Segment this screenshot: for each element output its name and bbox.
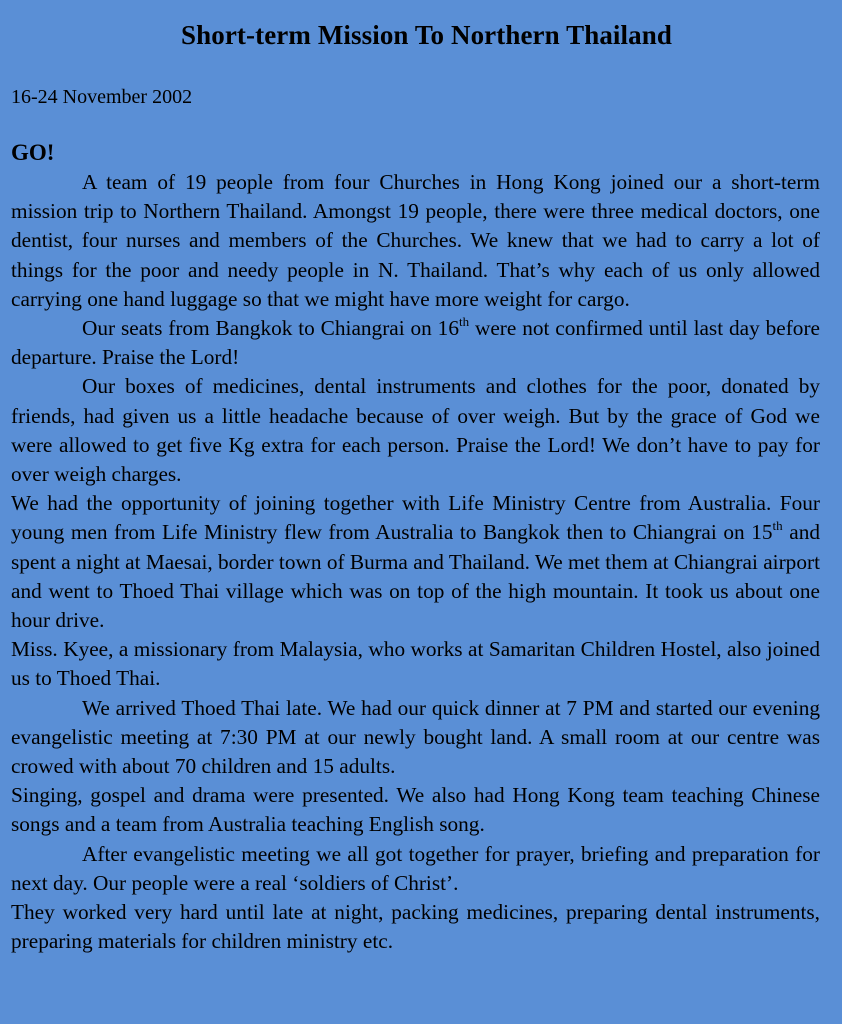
paragraph-late-work: They worked very hard until late at night, packing medicines, preparing dental instruments, preparing materials for children ministry etc. [11, 900, 820, 954]
paragraph-prayer: After evangelistic meeting we all got together for prayer, briefing and preparation for next day. Our people were a real ‘soldiers of Christ’. [11, 841, 820, 895]
paragraph-miss-kyee: Miss. Kyee, a missionary from Malaysia, who works at Samaritan Children Hostel, also joined us to Thoed Thai. [11, 637, 820, 691]
paragraph-seats [11, 314, 820, 372]
paragraph-team: A team of 19 people from four Churches in Hong Kong joined our a short-term mission trip to Northern Thailand. Amongst 19 people, there were three medical doctors, one dentist, four nurses and members of the Churches. We knew that we had to carry a lot of things for the poor and needy people in N. Thailand. That’s why each of us only allowed carrying one hand luggage so that we might have more weight for cargo. [11, 170, 820, 311]
paragraph-life-ministry [11, 489, 820, 635]
ordinal-suffix: th [458, 314, 470, 330]
paragraph-seats-text-end: were not confirmed until last day before departure. Praise the Lord! [11, 316, 820, 370]
document-date: 16-24 November 2002 [11, 86, 193, 108]
paragraph-life-ministry-text-end: and spent a night at Maesai, border town of Burma and Thailand. We met them at Chiangrai airport and went to Thoed Thai village which was on top of the high mountain. It took us about one hour drive. [11, 520, 820, 633]
paragraph-boxes: Our boxes of medicines, dental instruments and clothes for the poor, donated by friends, had given us a little headache because of over weigh. But by the grace of God we were allowed to get five Kg extra for each person. Praise the Lord! We don’t have to pay for over weigh charges. [11, 374, 820, 487]
paragraph-singing: Singing, gospel and drama were presented. We also had Hong Kong team teaching Chinese songs and a team from Australia teaching English song. [11, 783, 820, 837]
document-body [11, 168, 820, 956]
page-title: Short-term Mission To Northern Thailand [181, 20, 672, 50]
paragraph-arrival: We arrived Thoed Thai late. We had our quick dinner at 7 PM and started our evening evangelistic meeting at 7:30 PM at our newly bought land. A small room at our centre was crowed with about 70 children and 15 adults. [11, 695, 820, 779]
section-heading: GO! [11, 140, 55, 165]
paragraph-life-ministry-text-start: We had the opportunity of joining together with Life Ministry Centre from Australia. Four young men from Life Ministry flew from Australia to Bangkok then to Chiangrai on 15 [11, 491, 820, 545]
paragraph-seats-text-start: Our seats from Bangkok to Chiangrai on 16 [82, 316, 459, 341]
ordinal-suffix: th [772, 518, 783, 534]
